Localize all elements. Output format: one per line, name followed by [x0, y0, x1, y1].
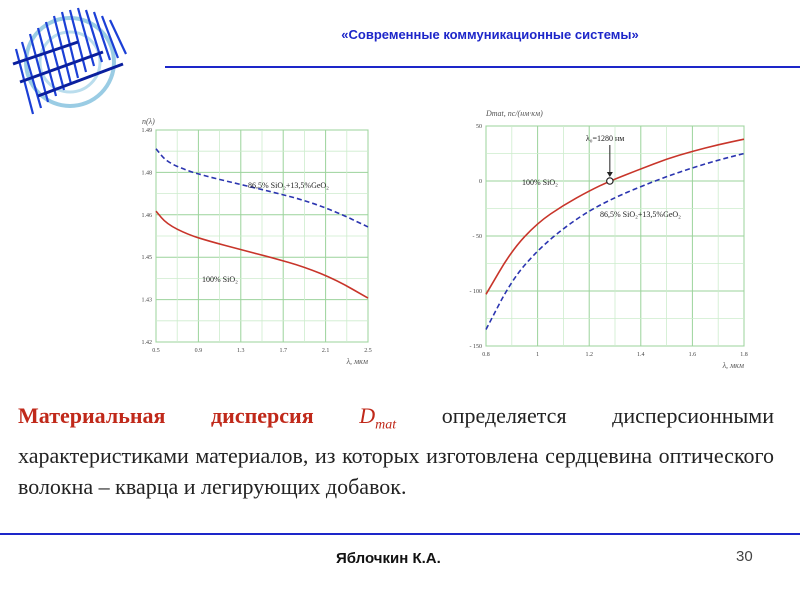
x-tick-label: 1.7	[279, 348, 287, 354]
author-name: Яблочкин К.А.	[336, 550, 441, 567]
sio2-series-annotation: 100% SiO₂	[202, 275, 238, 284]
x-tick-label: 1.6	[688, 352, 697, 358]
x-tick-label: 1.8	[740, 352, 748, 358]
refractive-index-chart	[136, 112, 386, 370]
material-dispersion-chart	[456, 106, 756, 370]
presentation-title: «Современные коммуникационные системы»	[341, 27, 639, 42]
y-tick-label: - 50	[472, 234, 482, 240]
y-tick-label: - 150	[469, 344, 482, 350]
footer-divider	[0, 533, 800, 535]
body-variable-sub: mat	[375, 417, 397, 433]
body-variable	[359, 403, 397, 433]
x-tick-label: 0.5	[152, 348, 160, 354]
page-number: 30	[736, 548, 753, 565]
x-tick-label: 2.1	[321, 348, 330, 354]
header-divider	[165, 66, 800, 68]
sio2-series-annotation: 100% SiO₂	[522, 178, 558, 187]
geo2-series-annotation: 86,5% SiO₂+13,5%GeO₂	[248, 181, 329, 190]
y-tick-label: - 100	[469, 289, 482, 295]
body-paragraph	[18, 400, 774, 502]
x-tick-label: 0.8	[482, 352, 490, 358]
geo2-series-annotation: 86,5% SiO₂+13,5%GeO₂	[600, 210, 681, 219]
y-tick-label: 1.46	[141, 212, 152, 219]
y-tick-label: 0	[479, 179, 482, 185]
body-rest-text: определяется дисперсионными характеристиками материалов, из которых изготовлена сердцевина оптического волокна – кварца и легирующих добавок.	[18, 403, 775, 500]
x-tick-label: 1.2	[585, 352, 593, 358]
x-axis-label: λ, мкм	[346, 357, 368, 366]
x-tick-label: 1	[536, 352, 540, 358]
zero-dispersion-marker	[607, 178, 613, 184]
x-tick-label: 2.5	[364, 348, 372, 354]
x-tick-label: 1.3	[237, 348, 245, 354]
x-tick-label: 0.9	[194, 348, 203, 354]
y-axis-label: Dmat, пс/(нм·км)	[486, 109, 543, 118]
body-variable-main: D	[359, 403, 376, 428]
institution-logo-icon	[8, 4, 133, 119]
zero-dispersion-annotation: λ₀=1280 нм	[585, 134, 625, 143]
body-lead-term: Материальная дисперсия	[18, 403, 314, 428]
y-tick-label: 1.48	[141, 170, 152, 177]
y-axis-label: n(λ)	[142, 117, 155, 126]
y-tick-label: 1.45	[141, 255, 152, 262]
y-tick-label: 1.42	[141, 340, 152, 346]
y-tick-label: 1.43	[141, 297, 152, 304]
y-tick-label: 50	[476, 124, 482, 130]
x-tick-label: 1.4	[637, 352, 645, 358]
x-axis-label: λ, мкм	[722, 361, 744, 370]
y-tick-label: 1.49	[141, 128, 152, 134]
